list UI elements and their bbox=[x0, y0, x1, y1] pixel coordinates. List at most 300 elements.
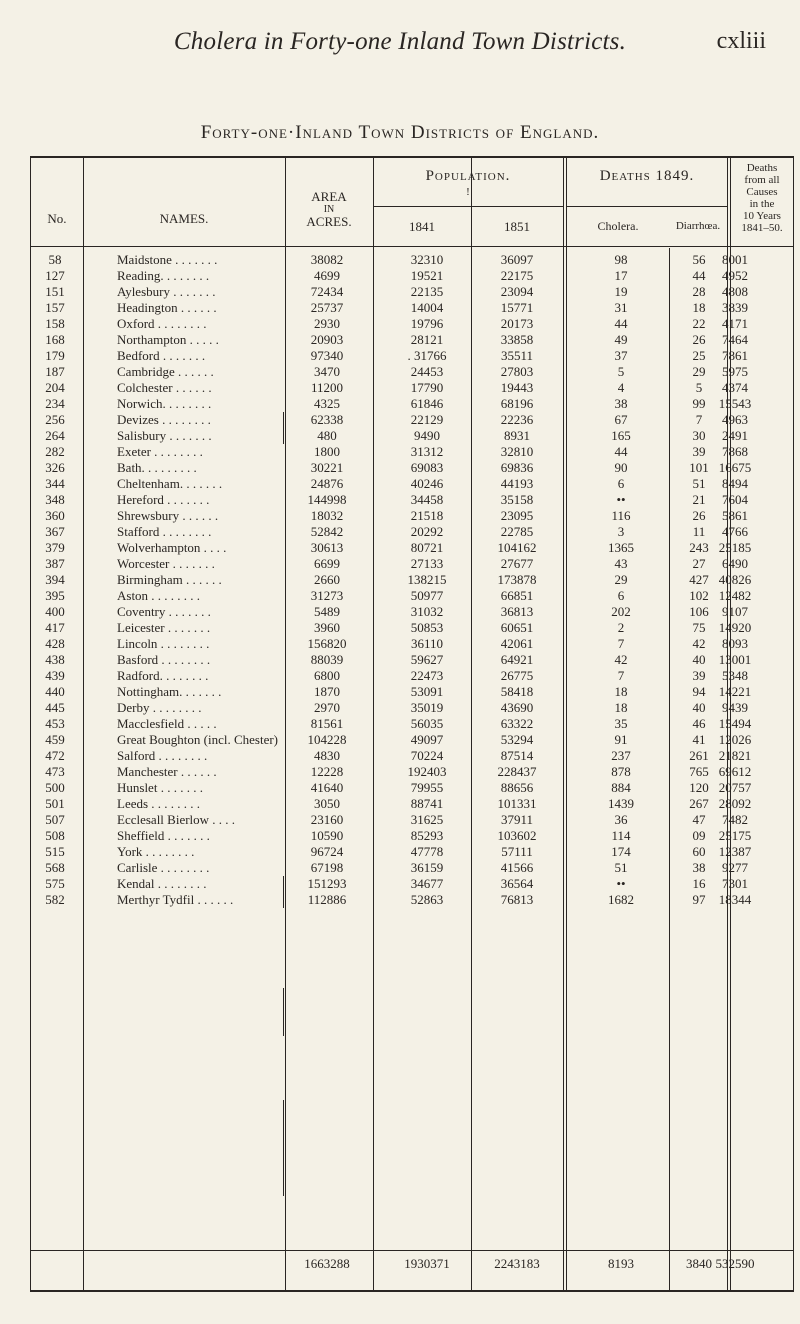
deaths-all-causes: 12026 bbox=[718, 732, 752, 747]
district-number: 379 bbox=[45, 540, 65, 555]
district-name: Manchester . . . . . . bbox=[117, 764, 217, 779]
deaths-cholera: 42 bbox=[614, 652, 628, 667]
table-row bbox=[31, 476, 795, 492]
population-1841: 31032 bbox=[410, 604, 444, 619]
area-acres: 104228 bbox=[307, 732, 347, 747]
header-area-line3: ACRES. bbox=[306, 214, 352, 230]
deaths-diarrhoea: 56 bbox=[692, 252, 706, 267]
table-row bbox=[31, 748, 795, 764]
table-row bbox=[31, 540, 795, 556]
population-1851: 43690 bbox=[500, 700, 534, 715]
population-1851: 35511 bbox=[500, 348, 534, 363]
table-row bbox=[31, 460, 795, 476]
deaths-all-causes: 4808 bbox=[722, 284, 748, 299]
area-acres: 81561 bbox=[310, 716, 344, 731]
table-row bbox=[31, 652, 795, 668]
district-name: Maidstone . . . . . . . bbox=[117, 252, 218, 267]
deaths-cholera: 43 bbox=[614, 556, 628, 571]
header-diarrhoea: Diarrhœa. bbox=[675, 220, 721, 232]
deaths-diarrhoea: 765 bbox=[689, 764, 709, 779]
deaths-cholera: 7 bbox=[617, 668, 625, 683]
district-number: 326 bbox=[45, 460, 65, 475]
deaths-diarrhoea: 120 bbox=[689, 780, 709, 795]
table-row bbox=[31, 300, 795, 316]
district-name: Colchester . . . . . . bbox=[117, 380, 212, 395]
deaths-diarrhoea: 102 bbox=[689, 588, 709, 603]
table-row bbox=[31, 572, 795, 588]
deaths-all-causes: 4766 bbox=[722, 524, 748, 539]
population-1841: 20292 bbox=[410, 524, 444, 539]
header-population: Population. bbox=[425, 168, 511, 184]
deaths-all-causes: 9277 bbox=[722, 860, 748, 875]
table-row bbox=[31, 444, 795, 460]
header-all-causes-4: in the bbox=[749, 198, 775, 211]
table-row bbox=[31, 428, 795, 444]
district-name: York . . . . . . . . bbox=[117, 844, 195, 859]
deaths-cholera: 202 bbox=[611, 604, 631, 619]
district-number: 264 bbox=[45, 428, 65, 443]
district-number: 179 bbox=[45, 348, 65, 363]
district-name: Sheffield . . . . . . . bbox=[117, 828, 210, 843]
area-acres: 88039 bbox=[310, 652, 344, 667]
area-acres: 112886 bbox=[307, 892, 347, 907]
district-number: 158 bbox=[45, 316, 65, 331]
deaths-cholera: 18 bbox=[614, 684, 628, 699]
deaths-diarrhoea: 21 bbox=[692, 492, 706, 507]
population-1851: 88656 bbox=[500, 780, 534, 795]
area-acres: 4325 bbox=[314, 396, 340, 411]
deaths-diarrhoea: 46 bbox=[692, 716, 706, 731]
table-row bbox=[31, 604, 795, 620]
deaths-all-causes: 21821 bbox=[718, 748, 752, 763]
header-area bbox=[285, 190, 373, 230]
district-number: 472 bbox=[45, 748, 65, 763]
deaths-cholera: 2 bbox=[617, 620, 625, 635]
area-acres: 151293 bbox=[307, 876, 347, 891]
deaths-all-causes: 18344 bbox=[718, 892, 752, 907]
deaths-diarrhoea: 26 bbox=[692, 508, 706, 523]
population-1851: 32810 bbox=[500, 444, 534, 459]
population-1851: 22236 bbox=[500, 412, 534, 427]
header-1851: 1851 bbox=[504, 219, 530, 234]
table-row bbox=[31, 620, 795, 636]
population-1841: 22135 bbox=[410, 284, 444, 299]
population-1841: 192403 bbox=[407, 764, 447, 779]
totals-row bbox=[31, 1256, 795, 1272]
table-row bbox=[31, 524, 795, 540]
deaths-cholera: 4 bbox=[617, 380, 625, 395]
deaths-diarrhoea: 243 bbox=[689, 540, 709, 555]
district-number: 395 bbox=[45, 588, 65, 603]
area-acres: 144998 bbox=[307, 492, 347, 507]
deaths-all-causes: 5861 bbox=[722, 508, 748, 523]
district-number: 515 bbox=[45, 844, 65, 859]
district-name: Salford . . . . . . . . bbox=[117, 748, 208, 763]
district-name: Aston . . . . . . . . bbox=[117, 588, 201, 603]
deaths-cholera: 165 bbox=[611, 428, 631, 443]
deaths-cholera: 29 bbox=[614, 572, 628, 587]
area-acres: 25737 bbox=[310, 300, 344, 315]
district-number: 387 bbox=[45, 556, 65, 571]
area-acres: 12228 bbox=[310, 764, 344, 779]
district-number: 417 bbox=[45, 620, 65, 635]
district-number: 473 bbox=[45, 764, 65, 779]
deaths-all-causes: 2491 bbox=[722, 428, 748, 443]
district-number: 575 bbox=[45, 876, 65, 891]
deaths-diarrhoea: 40 bbox=[692, 652, 706, 667]
area-acres: 52842 bbox=[310, 524, 344, 539]
deaths-diarrhoea: 427 bbox=[689, 572, 709, 587]
deaths-all-causes: 6490 bbox=[722, 556, 748, 571]
deaths-diarrhoea: 28 bbox=[692, 284, 706, 299]
deaths-diarrhoea: 22 bbox=[692, 316, 706, 331]
deaths-diarrhoea: 40 bbox=[692, 700, 706, 715]
deaths-cholera: 37 bbox=[614, 348, 628, 363]
population-1841: 47778 bbox=[410, 844, 444, 859]
population-1851: 76813 bbox=[500, 892, 534, 907]
deaths-diarrhoea: 30 bbox=[692, 428, 706, 443]
total-1851: 2243183 bbox=[494, 1256, 540, 1271]
district-number: 445 bbox=[45, 700, 65, 715]
table-row bbox=[31, 636, 795, 652]
population-1841: 88741 bbox=[410, 796, 444, 811]
deaths-diarrhoea: 261 bbox=[689, 748, 709, 763]
district-number: 187 bbox=[45, 364, 65, 379]
district-name: Radford. . . . . . . . bbox=[117, 668, 209, 683]
deaths-cholera: 1682 bbox=[608, 892, 634, 907]
deaths-all-causes: 9107 bbox=[722, 604, 748, 619]
deaths-all-causes: 7861 bbox=[722, 348, 748, 363]
deaths-cholera: 5 bbox=[617, 364, 625, 379]
rule-deaths-sub bbox=[567, 206, 727, 207]
district-number: 157 bbox=[45, 300, 65, 315]
table-row bbox=[31, 812, 795, 828]
header-names: NAMES. bbox=[159, 211, 209, 226]
population-1841: 70224 bbox=[410, 748, 444, 763]
table-row bbox=[31, 764, 795, 780]
area-acres: 480 bbox=[317, 428, 337, 443]
deaths-cholera: 49 bbox=[614, 332, 628, 347]
table-row bbox=[31, 508, 795, 524]
deaths-all-causes: 25185 bbox=[718, 540, 752, 555]
area-acres: 1800 bbox=[314, 444, 340, 459]
district-name: Coventry . . . . . . . bbox=[117, 604, 211, 619]
district-name: Merthyr Tydfil . . . . . . bbox=[117, 892, 234, 907]
header-all-causes bbox=[729, 162, 795, 235]
deaths-cholera: 878 bbox=[611, 764, 631, 779]
deaths-cholera: 174 bbox=[611, 844, 631, 859]
district-number: 256 bbox=[45, 412, 65, 427]
deaths-all-causes: 7604 bbox=[722, 492, 748, 507]
population-1841: 35019 bbox=[410, 700, 444, 715]
table-row bbox=[31, 684, 795, 700]
deaths-diarrhoea: 7 bbox=[695, 412, 703, 427]
district-name: Northampton . . . . . bbox=[117, 332, 219, 347]
header-no: No. bbox=[47, 211, 67, 226]
deaths-all-causes: 7301 bbox=[722, 876, 748, 891]
district-name: Cheltenham. . . . . . . bbox=[117, 476, 223, 491]
table-row bbox=[31, 844, 795, 860]
total-diarrhoea: 3840 bbox=[686, 1256, 712, 1271]
header-area-line2: IN bbox=[323, 204, 335, 216]
population-1851: 35158 bbox=[500, 492, 534, 507]
deaths-all-causes: 15494 bbox=[718, 716, 752, 731]
population-1851: 22785 bbox=[500, 524, 534, 539]
table-row bbox=[31, 556, 795, 572]
population-1851: 15771 bbox=[500, 300, 534, 315]
deaths-cholera: 38 bbox=[614, 396, 628, 411]
population-1851: 44193 bbox=[500, 476, 534, 491]
district-name: Worcester . . . . . . . bbox=[117, 556, 215, 571]
area-acres: 30613 bbox=[310, 540, 344, 555]
deaths-cholera: 19 bbox=[614, 284, 628, 299]
bracket-ecclesall-sheffield bbox=[279, 1164, 284, 1196]
table-row bbox=[31, 668, 795, 684]
population-1841: 34677 bbox=[410, 876, 444, 891]
area-acres: 67198 bbox=[310, 860, 344, 875]
deaths-all-causes: 4963 bbox=[722, 412, 748, 427]
table-row bbox=[31, 876, 795, 892]
rule-pop-sub bbox=[373, 206, 563, 207]
district-name: Hunslet . . . . . . . bbox=[117, 780, 203, 795]
header-all-causes-1: Deaths bbox=[746, 162, 778, 174]
population-1841: 56035 bbox=[410, 716, 444, 731]
population-1841: 36110 bbox=[410, 636, 444, 651]
deaths-cholera: 17 bbox=[614, 268, 628, 283]
table-row bbox=[31, 732, 795, 748]
header-cholera: Cholera. bbox=[597, 219, 639, 233]
deaths-diarrhoea: 18 bbox=[692, 300, 706, 315]
deaths-all-causes: 4171 bbox=[722, 316, 748, 331]
area-acres: 156820 bbox=[307, 636, 347, 651]
table-row bbox=[31, 700, 795, 716]
deaths-all-causes: 12482 bbox=[718, 588, 752, 603]
district-number: 367 bbox=[45, 524, 65, 539]
population-1841: 50853 bbox=[410, 620, 444, 635]
deaths-cholera: 98 bbox=[614, 252, 628, 267]
deaths-all-causes: 25175 bbox=[718, 828, 752, 843]
deaths-all-causes: 16675 bbox=[718, 460, 752, 475]
district-number: 348 bbox=[45, 492, 65, 507]
district-number: 459 bbox=[45, 732, 65, 747]
population-1841: 52863 bbox=[410, 892, 444, 907]
population-1841: 61846 bbox=[410, 396, 444, 411]
area-acres: 2930 bbox=[314, 316, 340, 331]
population-1851: 103602 bbox=[497, 828, 537, 843]
district-name: Basford . . . . . . . . bbox=[117, 652, 211, 667]
deaths-diarrhoea: 26 bbox=[692, 332, 706, 347]
deaths-cholera: 91 bbox=[614, 732, 628, 747]
deaths-diarrhoea: 16 bbox=[692, 876, 706, 891]
deaths-cholera: 51 bbox=[614, 860, 628, 875]
deaths-diarrhoea: 97 bbox=[692, 892, 706, 907]
district-name: Shrewsbury . . . . . . bbox=[117, 508, 219, 523]
deaths-diarrhoea: 39 bbox=[692, 444, 706, 459]
population-1841: 53091 bbox=[410, 684, 444, 699]
table-row bbox=[31, 316, 795, 332]
deaths-diarrhoea: 27 bbox=[692, 556, 706, 571]
population-1851: 53294 bbox=[500, 732, 534, 747]
header-all-causes-3: Causes bbox=[746, 186, 778, 199]
district-name: Lincoln . . . . . . . . bbox=[117, 636, 210, 651]
population-1841: 17790 bbox=[410, 380, 444, 395]
deaths-diarrhoea: 47 bbox=[692, 812, 706, 827]
population-1851: 36564 bbox=[500, 876, 534, 891]
area-acres: 38082 bbox=[310, 252, 344, 267]
district-number: 508 bbox=[45, 828, 65, 843]
population-1841: 80721 bbox=[410, 540, 444, 555]
area-acres: 5489 bbox=[314, 604, 340, 619]
population-1851: 36097 bbox=[500, 252, 534, 267]
area-acres: 18032 bbox=[310, 508, 344, 523]
district-number: 394 bbox=[45, 572, 65, 587]
deaths-all-causes: 13001 bbox=[718, 652, 752, 667]
population-1841: 27133 bbox=[410, 556, 444, 571]
area-acres: 72434 bbox=[310, 284, 344, 299]
deaths-all-causes: 14920 bbox=[718, 620, 752, 635]
population-1841: 138215 bbox=[407, 572, 447, 587]
deaths-all-causes: 8001 bbox=[722, 252, 748, 267]
population-1841: 19796 bbox=[410, 316, 444, 331]
population-1851: 42061 bbox=[500, 636, 534, 651]
district-number: 428 bbox=[45, 636, 65, 651]
population-1841: 19521 bbox=[410, 268, 444, 283]
district-name: Birmingham . . . . . . bbox=[117, 572, 222, 587]
deaths-diarrhoea: 39 bbox=[692, 668, 706, 683]
area-acres: 96724 bbox=[310, 844, 344, 859]
district-number: 234 bbox=[45, 396, 65, 411]
population-1851: 87514 bbox=[500, 748, 534, 763]
page-number: cxliii bbox=[716, 28, 766, 54]
rule-totals bbox=[31, 1250, 793, 1251]
population-1841: 24453 bbox=[410, 364, 444, 379]
header-all-causes-6: 1841–50. bbox=[741, 222, 783, 235]
district-name: Reading. . . . . . . . bbox=[117, 268, 210, 283]
deaths-diarrhoea: 41 bbox=[692, 732, 706, 747]
population-1841: 22473 bbox=[410, 668, 444, 683]
district-number: 127 bbox=[45, 268, 65, 283]
deaths-cholera: •• bbox=[616, 492, 626, 507]
deaths-cholera: 114 bbox=[611, 828, 631, 843]
deaths-diarrhoea: 11 bbox=[692, 524, 706, 539]
area-acres: 1870 bbox=[314, 684, 340, 699]
district-number: 58 bbox=[48, 252, 62, 267]
district-name: Hereford . . . . . . . bbox=[117, 492, 210, 507]
header-deaths-1849: Deaths 1849. bbox=[599, 168, 695, 184]
table-row bbox=[31, 396, 795, 412]
deaths-cholera: 44 bbox=[614, 444, 628, 459]
population-1851: 41566 bbox=[500, 860, 534, 875]
district-number: 453 bbox=[45, 716, 65, 731]
district-number: 440 bbox=[45, 684, 65, 699]
district-number: 151 bbox=[45, 284, 65, 299]
district-table bbox=[30, 156, 794, 1292]
deaths-cholera: 35 bbox=[614, 716, 628, 731]
table-row bbox=[31, 892, 795, 908]
district-name: Macclesfield . . . . . bbox=[117, 716, 217, 731]
deaths-all-causes: 8494 bbox=[722, 476, 748, 491]
deaths-all-causes: 14221 bbox=[718, 684, 752, 699]
population-1851: 58418 bbox=[500, 684, 534, 699]
population-1851: 20173 bbox=[500, 316, 534, 331]
population-1851: 66851 bbox=[500, 588, 534, 603]
area-acres: 23160 bbox=[310, 812, 344, 827]
deaths-cholera: 116 bbox=[611, 508, 631, 523]
population-1841: 31625 bbox=[410, 812, 444, 827]
population-1851: 36813 bbox=[500, 604, 534, 619]
table-row bbox=[31, 796, 795, 812]
district-number: 360 bbox=[45, 508, 65, 523]
deaths-cholera: 1439 bbox=[608, 796, 634, 811]
population-1841: 79955 bbox=[410, 780, 444, 795]
district-number: 344 bbox=[45, 476, 65, 491]
deaths-all-causes: 8093 bbox=[722, 636, 748, 651]
table-row bbox=[31, 828, 795, 844]
deaths-cholera: 67 bbox=[614, 412, 628, 427]
district-name: Leeds . . . . . . . . bbox=[117, 796, 201, 811]
deaths-cholera: 36 bbox=[614, 812, 628, 827]
deaths-diarrhoea: 29 bbox=[692, 364, 706, 379]
area-acres: 3960 bbox=[314, 620, 340, 635]
population-1851: 60651 bbox=[500, 620, 534, 635]
district-name: Exeter . . . . . . . . bbox=[117, 444, 203, 459]
deaths-cholera: 90 bbox=[614, 460, 628, 475]
population-1851: 27803 bbox=[500, 364, 534, 379]
population-1851: 27677 bbox=[500, 556, 534, 571]
table-row bbox=[31, 860, 795, 876]
district-number: 204 bbox=[45, 380, 65, 395]
district-number: 501 bbox=[45, 796, 65, 811]
district-name: Aylesbury . . . . . . . bbox=[117, 284, 216, 299]
deaths-diarrhoea: 44 bbox=[692, 268, 706, 283]
deaths-cholera: 7 bbox=[617, 636, 625, 651]
area-acres: 20903 bbox=[310, 332, 344, 347]
running-title: Cholera in Forty-one Inland Town Districts. bbox=[173, 28, 627, 55]
population-1851: 26775 bbox=[500, 668, 534, 683]
table-row bbox=[31, 380, 795, 396]
area-acres: 10590 bbox=[310, 828, 344, 843]
population-1851: 22175 bbox=[500, 268, 534, 283]
deaths-diarrhoea: 09 bbox=[692, 828, 706, 843]
total-area: 1663288 bbox=[304, 1256, 350, 1271]
deaths-all-causes: 7868 bbox=[722, 444, 748, 459]
deaths-all-causes: 12387 bbox=[718, 844, 752, 859]
table-title: Forty-one·Inland Town Districts of England. bbox=[200, 122, 600, 143]
district-name: Bedford . . . . . . . bbox=[117, 348, 206, 363]
deaths-cholera: 31 bbox=[614, 300, 628, 315]
bracket-hunslet-leeds bbox=[279, 1132, 284, 1164]
deaths-all-causes: 15543 bbox=[718, 396, 752, 411]
district-name: Nottingham. . . . . . . bbox=[117, 684, 222, 699]
district-name: Bath. . . . . . . . . bbox=[117, 460, 197, 475]
header-all-causes-2: from all bbox=[744, 174, 780, 187]
deaths-diarrhoea: 99 bbox=[692, 396, 706, 411]
population-1851: 69836 bbox=[500, 460, 534, 475]
area-acres: 4699 bbox=[314, 268, 340, 283]
deaths-cholera: 3 bbox=[617, 524, 625, 539]
area-acres: 31273 bbox=[310, 588, 344, 603]
table-row bbox=[31, 332, 795, 348]
population-1851: 173878 bbox=[497, 572, 537, 587]
population-1851: 8931 bbox=[504, 428, 530, 443]
population-1841: 59627 bbox=[410, 652, 444, 667]
population-1851: 104162 bbox=[497, 540, 537, 555]
district-number: 168 bbox=[45, 332, 65, 347]
deaths-diarrhoea: 5 bbox=[695, 380, 703, 395]
population-1851: 228437 bbox=[497, 764, 537, 779]
table-row bbox=[31, 412, 795, 428]
table-row bbox=[31, 716, 795, 732]
